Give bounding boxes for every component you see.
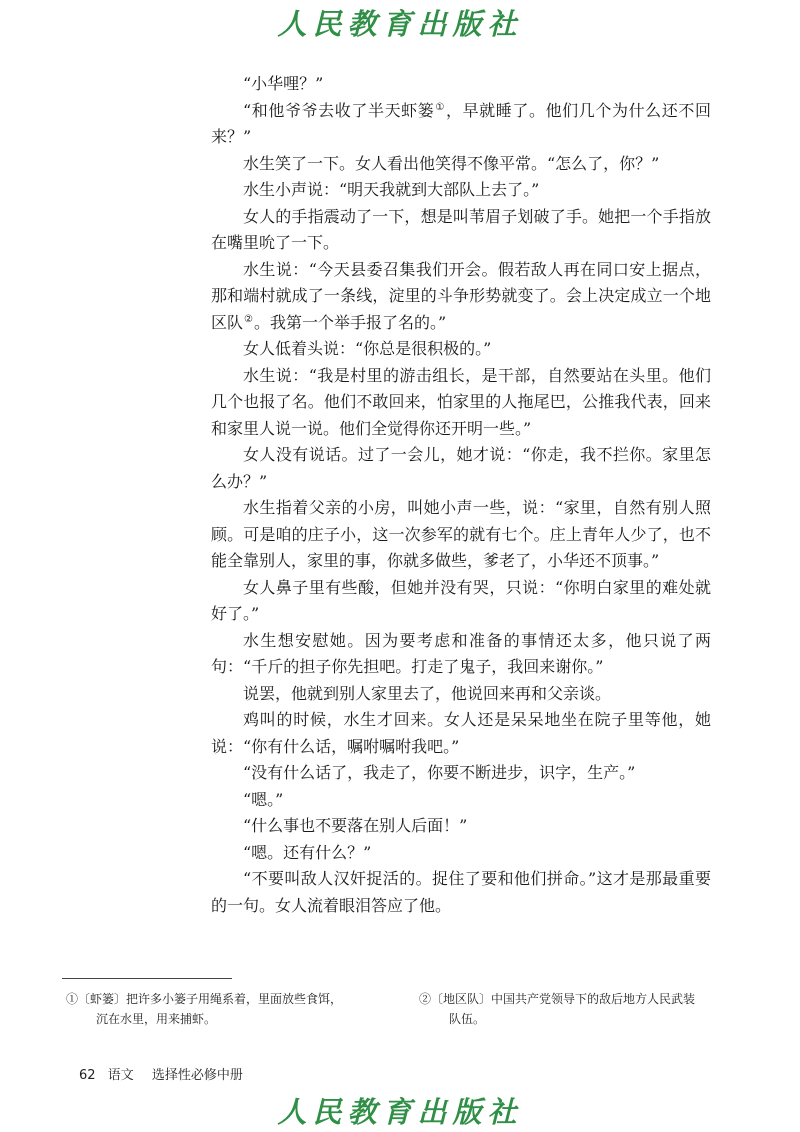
paragraph	[211, 787, 711, 814]
text-run: 女人鼻子里有些酸，但她并没有哭，只说：“你明白家里的难处就	[243, 577, 711, 597]
text-run: “嗯。还有什么？”	[243, 842, 372, 862]
page-footer	[79, 1064, 243, 1083]
text-run: 水生说：“我是村里的游击组长，是干部，自然要站在头里。他们	[243, 365, 711, 385]
text-run: “嗯。”	[243, 789, 284, 809]
text-run: 么办？”	[211, 471, 268, 491]
text-run: “没有什么话了，我走了，你要不断进步，识字，生产。”	[243, 763, 636, 782]
text-run: 好了。”	[211, 604, 260, 623]
footnote-ref-2[interactable]: ②	[244, 314, 253, 325]
paragraph	[211, 442, 711, 495]
text-run: 几个也报了名。他们不敢回来，怕家里的人拖尾巴，公推我代表，回来	[211, 392, 711, 411]
paragraph	[211, 813, 711, 840]
paragraph	[211, 98, 711, 151]
footer-subject: 语文	[107, 1068, 134, 1083]
text-run: “小华哩？”	[243, 74, 324, 93]
text-run: 水生想安慰她。因为要考虑和准备的事情还太多，他只说了两句：	[211, 630, 711, 676]
paragraph	[211, 495, 711, 575]
paragraph	[211, 363, 711, 443]
paragraph	[211, 151, 711, 178]
text-run: 水生笑了一下。女人看出他笑得不像平常。“怎么了，你？”	[243, 153, 660, 173]
text-run: 回来？”	[211, 100, 711, 146]
paragraph	[211, 840, 711, 867]
footnote-1-text-cont: 沉在水里，用来捕虾。	[96, 1012, 217, 1026]
page-number: 62	[79, 1068, 96, 1083]
text-run: 的一句。女人流着眼泪答应了他。	[211, 895, 452, 915]
text-run: “什么事也不要落在别人后面！”	[243, 816, 468, 835]
text-run: 鸡叫的时候，水生才回来。女人还是呆呆地坐在院子里等他，她	[243, 710, 711, 729]
text-run: 水生说：“今天县委召集我们开会。假若敌人再在同口安上据点，	[243, 259, 711, 279]
text-run: 女人的手指震动了一下，想是叫苇眉子划破了手。她把一个手指放	[243, 206, 711, 226]
footnote-2-marker: ②〔地区队〕	[419, 992, 492, 1006]
publisher-logo-bottom: 人民教育出版社	[277, 1095, 523, 1129]
text-run: 水生指着父亲的小房，叫她小声一些，说：“家里，自然有别人照	[243, 498, 711, 517]
text-run: 水生小声说：“明天我就到大部队上去了。”	[243, 180, 540, 199]
text-run: 在嘴里吮了一下。	[211, 233, 340, 252]
text-run: ，早就睡了。他们几个为什么还不	[445, 100, 695, 120]
paragraph	[211, 575, 711, 628]
paragraph	[211, 707, 711, 760]
footnote-2-text: 中国共产党领导下的敌后地方人民武装	[491, 992, 696, 1006]
text-run: 能全靠别人，家里的事，你就多做些，爹老了，小华还不顶事。”	[211, 551, 660, 570]
text-run: 区队	[211, 312, 244, 332]
paragraph	[211, 71, 711, 98]
footnote-1	[66, 989, 386, 1029]
paragraph	[211, 760, 711, 787]
footnote-2	[419, 989, 739, 1029]
text-body	[211, 71, 711, 919]
paragraph	[211, 866, 711, 919]
paragraph	[211, 204, 711, 257]
paragraph	[211, 336, 711, 363]
text-run: 和家里人说一说。他们全觉得你还开明一些。”	[211, 418, 532, 438]
text-run: 。我第一个举手报了名的。”	[253, 312, 447, 332]
footnote-1-text: 把许多小篓子用绳系着，里面放些食饵，	[126, 992, 343, 1006]
text-run: 顾。可是咱的庄子小，这一次参军的就有七个。庄上青年人少了，也不	[211, 524, 711, 544]
text-run: 说罢，他就到别人家里去了，他说回来再和父亲谈。	[243, 683, 612, 703]
paragraph	[211, 628, 711, 681]
text-run: 说：“你有什么话，嘱咐嘱咐我吧。”	[211, 736, 460, 756]
text-run: “不要叫敌人汉奸捉活的。捉住了要和他们拼命。”这才是那最重要	[243, 869, 711, 888]
paragraph	[211, 257, 711, 337]
footer-volume: 选择性必修中册	[151, 1068, 243, 1083]
text-run: “千斤的担子你先担吧。打走了鬼子，我回来谢你。”	[243, 657, 604, 676]
footnote-ref-1[interactable]: ①	[435, 102, 445, 113]
text-run: “和他爷爷去收了半天虾篓	[243, 100, 435, 120]
paragraph	[211, 681, 711, 708]
text-run: 那和端村就成了一条线，淀里的斗争形势就变了。会上决定成立一个地	[211, 286, 711, 305]
text-run: 女人没有说话。过了一会儿，她才说：“你走，我不拦你。家里怎	[243, 445, 711, 464]
footnote-1-marker: ①〔虾篓〕	[66, 992, 127, 1006]
footnote-2-text-cont: 队伍。	[449, 1012, 486, 1026]
footnote-divider	[62, 978, 232, 979]
text-run: 女人低着头说：“你总是很积极的。”	[243, 339, 492, 358]
paragraph	[211, 177, 711, 204]
publisher-logo-top: 人民教育出版社	[277, 7, 523, 41]
